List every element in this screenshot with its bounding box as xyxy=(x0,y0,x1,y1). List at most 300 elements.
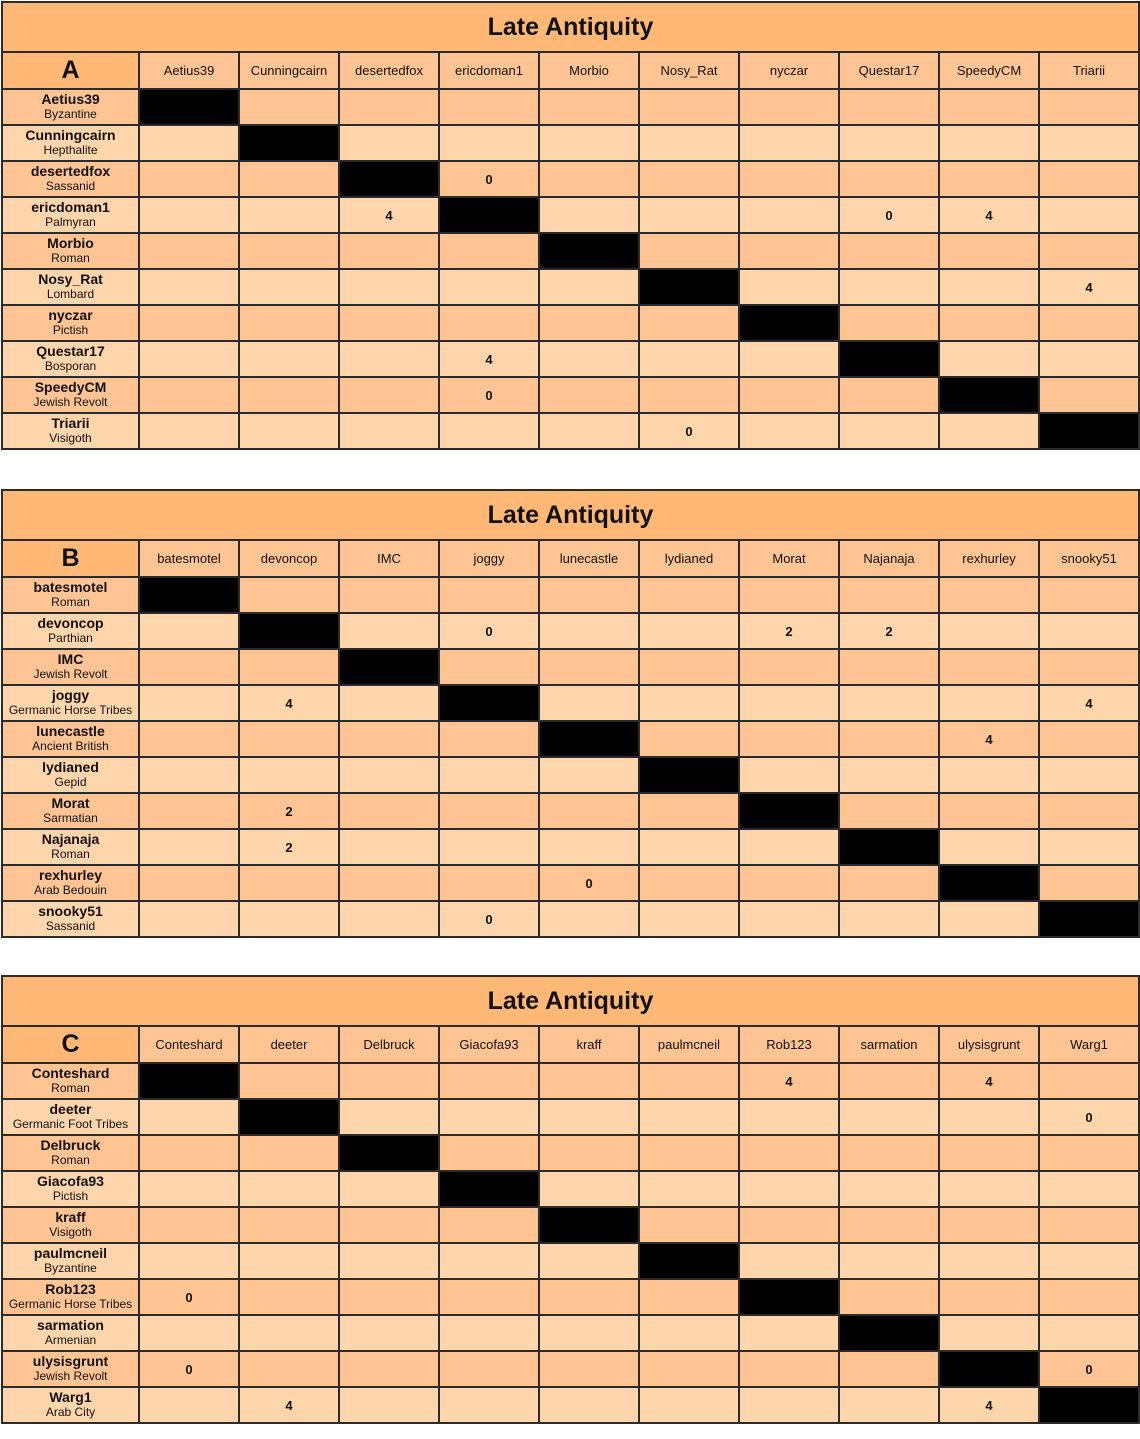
player-name: Conteshard xyxy=(31,1065,110,1081)
score-cell xyxy=(739,89,839,125)
score-cell xyxy=(739,233,839,269)
player-row xyxy=(2,1279,1139,1315)
column-header-player: Conteshard xyxy=(139,1026,239,1063)
score-cell xyxy=(539,1279,639,1315)
group-title: Late Antiquity xyxy=(2,976,1139,1026)
score-cell xyxy=(839,377,939,413)
score-cell xyxy=(439,721,539,757)
player-row xyxy=(2,341,1139,377)
player-name: batesmotel xyxy=(33,579,108,595)
row-header-player xyxy=(2,341,139,377)
player-name: ericdoman1 xyxy=(31,199,110,215)
score-cell xyxy=(639,721,739,757)
column-header-player: ulysisgrunt xyxy=(939,1026,1039,1063)
score-cell xyxy=(139,901,239,937)
score-cell xyxy=(139,341,239,377)
score-cell xyxy=(539,829,639,865)
score-cell xyxy=(939,413,1039,449)
score-cell xyxy=(539,341,639,377)
player-row xyxy=(2,649,1139,685)
score-cell xyxy=(439,305,539,341)
group-title: Late Antiquity xyxy=(2,490,1139,540)
score-cell xyxy=(639,1351,739,1387)
column-header-player: Rob123 xyxy=(739,1026,839,1063)
column-header-player: Aetius39 xyxy=(139,52,239,89)
score-cell xyxy=(139,757,239,793)
score-cell xyxy=(839,721,939,757)
score-cell xyxy=(639,865,739,901)
score-cell xyxy=(239,1207,339,1243)
score-cell xyxy=(539,577,639,613)
player-faction: Visigoth xyxy=(49,431,92,445)
score-cell xyxy=(439,1243,539,1279)
row-header-player xyxy=(2,1243,139,1279)
row-header-player xyxy=(2,685,139,721)
score-cell xyxy=(639,1063,739,1099)
score-cell: 4 xyxy=(939,197,1039,233)
score-cell xyxy=(739,901,839,937)
player-name: lunecastle xyxy=(36,723,105,739)
score-cell xyxy=(339,89,439,125)
player-row xyxy=(2,613,1139,649)
self-match-cell xyxy=(239,613,339,649)
score-cell xyxy=(539,1063,639,1099)
row-header-player xyxy=(2,305,139,341)
score-cell xyxy=(1039,161,1139,197)
score-cell: 0 xyxy=(539,865,639,901)
score-cell xyxy=(139,793,239,829)
score-cell xyxy=(339,1171,439,1207)
score-cell xyxy=(839,1387,939,1423)
score-cell xyxy=(1039,233,1139,269)
score-cell xyxy=(139,613,239,649)
score-cell xyxy=(339,125,439,161)
score-cell xyxy=(239,757,339,793)
row-header-player xyxy=(2,89,139,125)
score-cell: 0 xyxy=(439,377,539,413)
score-cell xyxy=(339,233,439,269)
player-name: Cunningcairn xyxy=(25,127,116,143)
score-cell xyxy=(539,377,639,413)
score-cell xyxy=(939,89,1039,125)
score-cell xyxy=(1039,341,1139,377)
player-row xyxy=(2,1063,1139,1099)
score-cell xyxy=(339,377,439,413)
score-cell xyxy=(939,1207,1039,1243)
score-cell xyxy=(139,829,239,865)
player-name: rexhurley xyxy=(38,867,103,883)
score-cell xyxy=(539,269,639,305)
score-cell xyxy=(739,125,839,161)
row-header-player xyxy=(2,901,139,937)
player-faction: Pictish xyxy=(52,323,89,337)
score-cell xyxy=(439,865,539,901)
score-cell xyxy=(239,341,339,377)
score-cell xyxy=(1039,125,1139,161)
player-row xyxy=(2,413,1139,449)
score-cell xyxy=(539,1171,639,1207)
score-cell xyxy=(939,685,1039,721)
score-cell xyxy=(339,1315,439,1351)
group-letter: A xyxy=(2,52,139,89)
score-cell xyxy=(339,305,439,341)
player-faction: Jewish Revolt xyxy=(33,395,108,409)
player-faction: Germanic Horse Tribes xyxy=(8,1297,133,1311)
column-header-player: nyczar xyxy=(739,52,839,89)
score-cell: 2 xyxy=(239,793,339,829)
score-cell xyxy=(639,1387,739,1423)
score-cell xyxy=(139,1315,239,1351)
score-cell xyxy=(139,1387,239,1423)
score-cell: 0 xyxy=(439,613,539,649)
row-header-player xyxy=(2,793,139,829)
row-header-player xyxy=(2,577,139,613)
player-row xyxy=(2,721,1139,757)
score-cell xyxy=(739,865,839,901)
score-cell xyxy=(139,269,239,305)
column-header-player: lunecastle xyxy=(539,540,639,577)
player-row xyxy=(2,1099,1139,1135)
score-cell xyxy=(939,901,1039,937)
column-header-player: SpeedyCM xyxy=(939,52,1039,89)
self-match-cell xyxy=(539,1207,639,1243)
self-match-cell xyxy=(939,865,1039,901)
score-cell xyxy=(739,1351,839,1387)
score-cell xyxy=(839,1351,939,1387)
self-match-cell xyxy=(739,793,839,829)
score-cell xyxy=(739,757,839,793)
score-cell xyxy=(239,377,339,413)
score-cell xyxy=(1039,1279,1139,1315)
score-cell xyxy=(539,685,639,721)
player-name: Nosy_Rat xyxy=(38,271,103,287)
player-row xyxy=(2,901,1139,937)
score-cell xyxy=(439,233,539,269)
score-cell xyxy=(939,161,1039,197)
score-cell xyxy=(539,125,639,161)
score-cell xyxy=(739,197,839,233)
self-match-cell xyxy=(639,1243,739,1279)
row-header-player xyxy=(2,125,139,161)
score-cell xyxy=(539,901,639,937)
score-cell xyxy=(839,1135,939,1171)
column-header-player: Delbruck xyxy=(339,1026,439,1063)
column-header-player: Triarii xyxy=(1039,52,1139,89)
column-header-player: snooky51 xyxy=(1039,540,1139,577)
player-name: Triarii xyxy=(51,415,90,431)
score-cell xyxy=(739,1243,839,1279)
score-cell xyxy=(939,1315,1039,1351)
score-cell xyxy=(639,793,739,829)
column-header-player: paulmcneil xyxy=(639,1026,739,1063)
score-cell xyxy=(439,1135,539,1171)
score-cell xyxy=(1039,829,1139,865)
score-cell xyxy=(739,269,839,305)
column-header-player: Cunningcairn xyxy=(239,52,339,89)
score-cell: 0 xyxy=(1039,1099,1139,1135)
player-row xyxy=(2,757,1139,793)
player-faction: Arab Bedouin xyxy=(34,883,107,897)
row-header-player xyxy=(2,161,139,197)
score-cell xyxy=(739,685,839,721)
score-cell: 4 xyxy=(1039,685,1139,721)
score-cell: 0 xyxy=(1039,1351,1139,1387)
player-name: Morat xyxy=(51,795,90,811)
player-faction: Palmyran xyxy=(45,215,96,229)
self-match-cell xyxy=(339,161,439,197)
score-cell xyxy=(639,161,739,197)
player-name: Delbruck xyxy=(40,1137,101,1153)
score-cell xyxy=(739,1135,839,1171)
score-cell xyxy=(339,1243,439,1279)
player-row xyxy=(2,125,1139,161)
score-cell xyxy=(639,685,739,721)
player-name: Rob123 xyxy=(45,1281,96,1297)
score-cell xyxy=(439,1207,539,1243)
score-cell: 4 xyxy=(739,1063,839,1099)
self-match-cell xyxy=(1039,1387,1139,1423)
score-cell xyxy=(739,1315,839,1351)
row-header-player xyxy=(2,649,139,685)
score-cell xyxy=(439,89,539,125)
row-header-player xyxy=(2,1351,139,1387)
score-cell xyxy=(439,1351,539,1387)
score-cell xyxy=(339,1207,439,1243)
score-cell xyxy=(539,1387,639,1423)
self-match-cell xyxy=(639,269,739,305)
score-cell xyxy=(339,901,439,937)
score-cell xyxy=(839,793,939,829)
score-cell xyxy=(639,1315,739,1351)
player-name: kraff xyxy=(55,1209,86,1225)
player-name: deeter xyxy=(49,1101,92,1117)
score-cell xyxy=(639,829,739,865)
self-match-cell xyxy=(439,197,539,233)
score-cell xyxy=(139,685,239,721)
score-cell xyxy=(839,413,939,449)
score-cell xyxy=(639,1099,739,1135)
self-match-cell xyxy=(539,721,639,757)
player-row xyxy=(2,577,1139,613)
score-cell xyxy=(1039,721,1139,757)
self-match-cell xyxy=(839,341,939,377)
score-cell xyxy=(339,1279,439,1315)
score-cell xyxy=(239,1351,339,1387)
score-cell xyxy=(839,1099,939,1135)
score-cell xyxy=(139,161,239,197)
score-cell xyxy=(939,613,1039,649)
player-name: Najanaja xyxy=(41,831,100,847)
player-name: devoncop xyxy=(37,615,104,631)
player-row xyxy=(2,1351,1139,1387)
group-letter: C xyxy=(2,1026,139,1063)
score-cell xyxy=(139,1207,239,1243)
row-header-player xyxy=(2,413,139,449)
score-cell: 4 xyxy=(439,341,539,377)
score-cell xyxy=(639,577,739,613)
player-faction: Germanic Foot Tribes xyxy=(12,1117,129,1131)
score-cell xyxy=(539,161,639,197)
player-name: IMC xyxy=(57,651,84,667)
score-cell xyxy=(539,793,639,829)
self-match-cell xyxy=(439,685,539,721)
score-cell xyxy=(939,829,1039,865)
score-cell xyxy=(339,1063,439,1099)
score-cell xyxy=(1039,89,1139,125)
self-match-cell xyxy=(139,1063,239,1099)
score-cell xyxy=(839,649,939,685)
player-row xyxy=(2,1207,1139,1243)
score-cell xyxy=(439,757,539,793)
score-cell xyxy=(1039,377,1139,413)
player-faction: Lombard xyxy=(46,287,95,301)
score-cell xyxy=(239,1063,339,1099)
self-match-cell xyxy=(1039,413,1139,449)
group-table-c xyxy=(1,975,1140,1424)
score-cell xyxy=(839,757,939,793)
player-faction: Bosporan xyxy=(44,359,97,373)
score-cell xyxy=(639,377,739,413)
score-cell xyxy=(1039,1171,1139,1207)
score-cell xyxy=(239,89,339,125)
score-cell xyxy=(839,685,939,721)
score-cell xyxy=(839,901,939,937)
score-cell xyxy=(139,1099,239,1135)
score-cell xyxy=(139,305,239,341)
row-header-player xyxy=(2,1387,139,1423)
score-cell xyxy=(439,269,539,305)
column-header-player: ericdoman1 xyxy=(439,52,539,89)
row-header-player xyxy=(2,233,139,269)
row-header-player xyxy=(2,1207,139,1243)
row-header-player xyxy=(2,865,139,901)
column-header-player: sarmation xyxy=(839,1026,939,1063)
score-cell xyxy=(539,305,639,341)
player-row xyxy=(2,233,1139,269)
score-cell xyxy=(1039,197,1139,233)
player-name: paulmcneil xyxy=(33,1245,108,1261)
score-cell: 2 xyxy=(739,613,839,649)
self-match-cell xyxy=(939,1351,1039,1387)
self-match-cell xyxy=(139,577,239,613)
column-header-player: Questar17 xyxy=(839,52,939,89)
score-cell xyxy=(739,1387,839,1423)
score-cell xyxy=(139,197,239,233)
score-cell xyxy=(639,233,739,269)
score-cell xyxy=(639,89,739,125)
score-cell: 4 xyxy=(939,721,1039,757)
score-cell xyxy=(339,341,439,377)
score-cell xyxy=(1039,577,1139,613)
column-header-player: kraff xyxy=(539,1026,639,1063)
player-row xyxy=(2,89,1139,125)
score-cell xyxy=(739,377,839,413)
row-header-player xyxy=(2,613,139,649)
score-cell xyxy=(239,269,339,305)
score-cell xyxy=(639,901,739,937)
score-cell xyxy=(239,721,339,757)
score-cell xyxy=(539,649,639,685)
column-header-player: Warg1 xyxy=(1039,1026,1139,1063)
score-cell xyxy=(639,613,739,649)
score-cell xyxy=(639,1171,739,1207)
column-header-player: Najanaja xyxy=(839,540,939,577)
score-cell xyxy=(939,649,1039,685)
score-cell xyxy=(639,1135,739,1171)
player-faction: Arab City xyxy=(45,1405,96,1419)
score-cell xyxy=(239,649,339,685)
player-row xyxy=(2,305,1139,341)
player-name: Aetius39 xyxy=(41,91,100,107)
score-cell xyxy=(839,1063,939,1099)
player-name: SpeedyCM xyxy=(34,379,107,395)
row-header-player xyxy=(2,829,139,865)
score-cell xyxy=(839,865,939,901)
score-cell xyxy=(339,577,439,613)
player-faction: Roman xyxy=(51,847,90,861)
score-cell xyxy=(839,305,939,341)
row-header-player xyxy=(2,1099,139,1135)
score-cell xyxy=(439,1099,539,1135)
score-cell xyxy=(339,1351,439,1387)
row-header-player xyxy=(2,757,139,793)
score-cell xyxy=(239,1279,339,1315)
score-cell xyxy=(739,829,839,865)
player-row xyxy=(2,1243,1139,1279)
column-header-player: desertedfox xyxy=(339,52,439,89)
score-cell xyxy=(539,757,639,793)
score-cell xyxy=(439,1315,539,1351)
player-row xyxy=(2,1315,1139,1351)
player-row xyxy=(2,161,1139,197)
player-name: desertedfox xyxy=(30,163,111,179)
score-cell xyxy=(239,161,339,197)
score-cell xyxy=(939,305,1039,341)
column-header-player: rexhurley xyxy=(939,540,1039,577)
score-cell xyxy=(139,1171,239,1207)
score-cell xyxy=(839,161,939,197)
player-name: ulysisgrunt xyxy=(32,1353,109,1369)
score-cell xyxy=(639,197,739,233)
score-cell xyxy=(239,1315,339,1351)
score-cell xyxy=(1039,613,1139,649)
score-cell xyxy=(739,1099,839,1135)
score-cell xyxy=(939,1099,1039,1135)
group-title: Late Antiquity xyxy=(2,2,1139,52)
score-cell xyxy=(539,1243,639,1279)
score-cell xyxy=(339,685,439,721)
self-match-cell xyxy=(639,757,739,793)
player-faction: Sassanid xyxy=(45,179,96,193)
score-cell xyxy=(1039,865,1139,901)
player-faction: Gepid xyxy=(54,775,87,789)
score-cell: 0 xyxy=(639,413,739,449)
score-cell xyxy=(639,341,739,377)
score-cell xyxy=(339,613,439,649)
score-cell xyxy=(739,1171,839,1207)
score-cell xyxy=(439,829,539,865)
score-cell xyxy=(839,1279,939,1315)
player-faction: Hepthalite xyxy=(43,143,98,157)
player-name: lydianed xyxy=(42,759,99,775)
score-cell xyxy=(1039,757,1139,793)
score-cell xyxy=(139,649,239,685)
player-faction: Sarmatian xyxy=(43,811,98,825)
score-cell xyxy=(939,1243,1039,1279)
player-faction: Roman xyxy=(51,1081,90,1095)
score-cell: 4 xyxy=(339,197,439,233)
row-header-player xyxy=(2,1171,139,1207)
